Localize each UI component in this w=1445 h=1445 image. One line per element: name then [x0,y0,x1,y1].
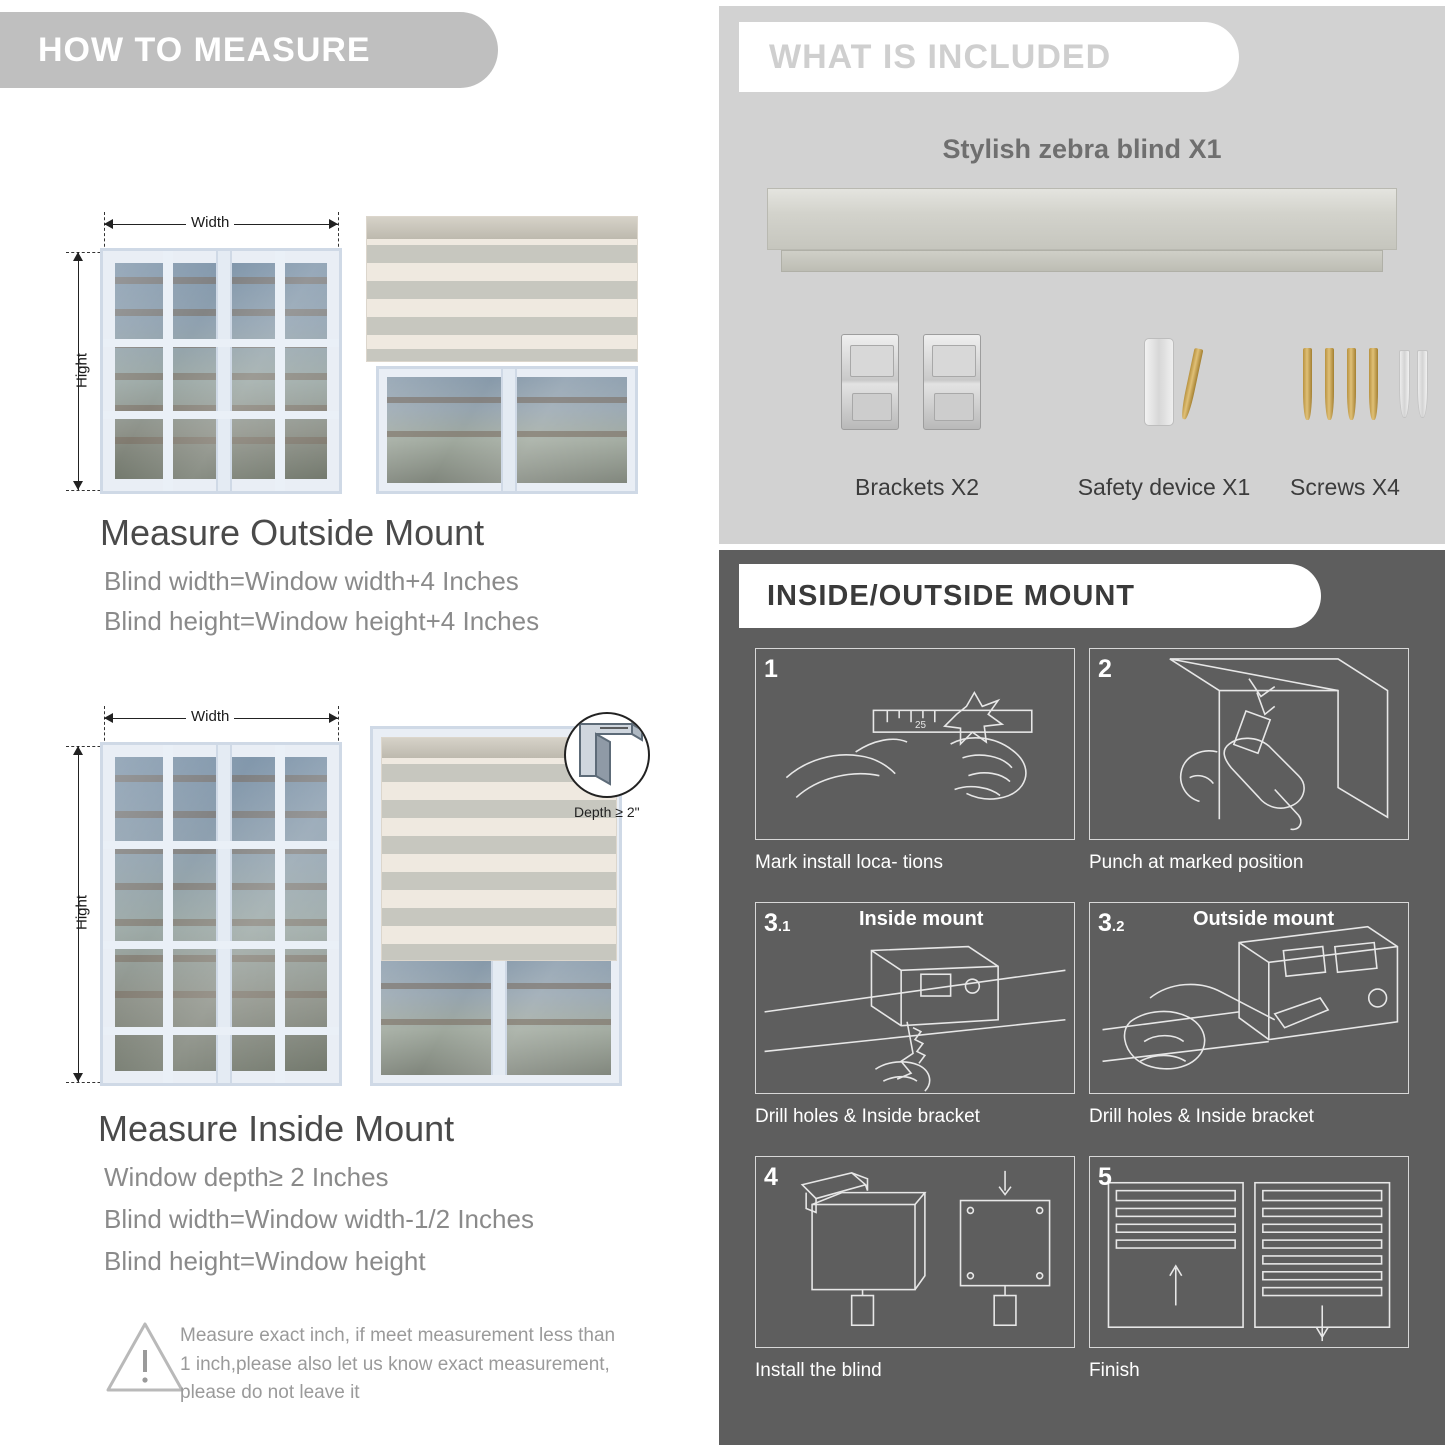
width-label: Width [186,214,234,231]
warning-triangle-svg [102,1318,188,1396]
step-3-1-inline-label: Inside mount [859,908,984,930]
width-extension-left-2 [104,706,105,746]
what-is-included-panel [719,6,1445,544]
what-is-included-banner: WHAT IS INCLUDED [739,22,1239,92]
height-arrow-down-icon [73,481,83,490]
wall-anchor-icon-1 [1399,350,1410,418]
inside-mount-title: Measure Inside Mount [98,1108,455,1149]
step-3-1-number: 3.1 [764,909,791,937]
outside-mount-line-2: Blind height=Window height+4 Inches [104,606,540,636]
zebra-blind-headrail-illustration [767,188,1397,280]
how-to-measure-banner: HOW TO MEASURE [0,12,498,88]
safety-device-label: Safety device X1 [1077,474,1251,500]
step-5-caption: Finish [1089,1360,1140,1381]
step-1-number: 1 [764,655,778,683]
step-5-sketch [1090,1157,1408,1347]
step-3-2-number: 3.2 [1098,909,1125,937]
brackets-label: Brackets X2 [855,474,979,500]
screw-icon-1 [1303,348,1312,420]
height-arrow-up-icon [73,252,83,261]
part-brackets [797,326,1037,456]
inside-outside-mount-panel [719,550,1445,1445]
safety-device-icon [1144,338,1174,426]
step-4-sketch [756,1157,1074,1347]
width-extension-right-2 [338,706,339,746]
window-illustration-2 [100,742,342,1086]
step-5-number: 5 [1098,1163,1112,1191]
warning-triangle-icon [102,1318,188,1396]
step-3-2-inline-label: Outside mount [1193,908,1335,930]
width-arrow-left-icon [104,219,113,229]
depth-callout-circle [564,712,650,798]
step-3-1-sketch [756,903,1074,1093]
step-4-number: 4 [764,1163,778,1191]
how-to-measure-column [0,0,712,1445]
bracket-icon-2 [923,334,981,430]
height-label: Hight [73,352,91,389]
inside-mount-diagram [0,696,712,1116]
step-4-illustration [755,1156,1075,1348]
screw-icon-3 [1347,348,1356,420]
step-3-2-caption: Drill holes & Inside bracket [1089,1106,1314,1127]
width-label-2: Width [186,708,234,725]
bracket-icon-1 [841,334,899,430]
width-extension-right [338,212,339,252]
blind-illustration-outside [366,216,638,494]
step-2-caption: Punch at marked position [1089,852,1304,873]
step-1-illustration [755,648,1075,840]
inside-outside-mount-banner: INSIDE/OUTSIDE MOUNT [739,564,1321,628]
screw-icon-4 [1369,348,1378,420]
warning-text: Measure exact inch, if meet measurement less than 1 inch,please also let us know exact measurement, please do not leave it [180,1325,616,1403]
height-arrow-down-icon-2 [73,1073,83,1082]
inside-mount-line-2: Blind width=Window width-1/2 Inches [104,1204,534,1234]
height-arrow-up-icon-2 [73,746,83,755]
outside-mount-diagram [0,100,712,530]
depth-callout-sketch [566,714,650,798]
step-5-illustration [1089,1156,1409,1348]
height-label-2: Hight [73,894,91,931]
step-1-caption: Mark install loca- tions [755,852,943,873]
part-screws [1265,326,1445,456]
step-4-caption: Install the blind [755,1360,882,1381]
part-safety-device [1039,326,1289,456]
safety-screw-icon [1180,348,1204,420]
screws-label: Screws X4 [1290,474,1400,500]
wall-anchor-icon-2 [1417,350,1428,418]
step-3-1-caption: Drill holes & Inside bracket [755,1106,980,1127]
inside-mount-line-3: Blind height=Window height [104,1246,426,1276]
outside-mount-line-1: Blind width=Window width+4 Inches [104,566,519,596]
step-2-sketch [1090,649,1408,839]
main-item-label: Stylish zebra blind X1 [942,134,1222,164]
width-arrow-right-icon-2 [329,713,338,723]
outside-mount-title: Measure Outside Mount [100,512,485,553]
depth-label: Depth ≥ 2" [574,804,640,820]
width-arrow-right-icon [329,219,338,229]
step-3-2-sketch [1090,903,1408,1093]
width-extension-left [104,212,105,252]
svg-text:25: 25 [915,720,926,732]
screw-icon-2 [1325,348,1334,420]
width-arrow-left-icon-2 [104,713,113,723]
step-2-number: 2 [1098,655,1112,683]
step-1-sketch [756,649,1074,839]
step-2-illustration [1089,648,1409,840]
inside-mount-line-1: Window depth≥ 2 Inches [104,1162,389,1192]
window-illustration [100,248,342,494]
included-parts-row [719,326,1445,500]
